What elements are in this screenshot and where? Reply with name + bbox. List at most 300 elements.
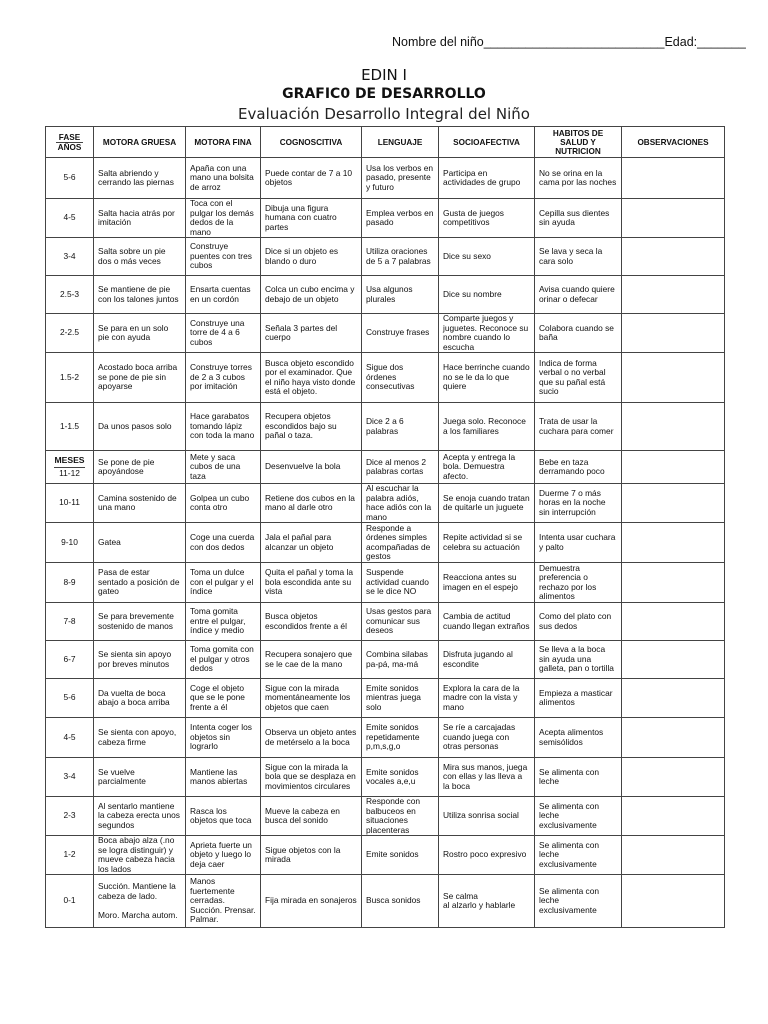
- cell-observaciones[interactable]: [622, 758, 725, 797]
- cognoscitiva-text: Sigue objetos con la mirada: [265, 844, 341, 864]
- cell-socioafectiva: [439, 451, 535, 484]
- habitos-text: Intenta usar cuchara y palto: [539, 532, 616, 552]
- age-range: 5-6: [63, 692, 76, 703]
- cell-observaciones[interactable]: [622, 353, 725, 403]
- motora-gruesa-text: Camina sostenido de una mano: [98, 492, 177, 512]
- motora-fina-text: Intenta coger los objetos sin lograrlo: [190, 722, 252, 752]
- age-cell: [46, 797, 94, 836]
- cell-lenguaje: [362, 314, 439, 353]
- age-cell: [46, 353, 94, 403]
- cell-lenguaje: [362, 276, 439, 314]
- age-cell: [46, 199, 94, 238]
- cell-habitos: [535, 679, 622, 718]
- habitos-text: Bebe en taza derramando poco: [539, 456, 605, 476]
- cell-observaciones[interactable]: [622, 603, 725, 641]
- cell-lenguaje: [362, 875, 439, 928]
- cell-lenguaje: [362, 523, 439, 563]
- cell-motora-fina: [186, 679, 261, 718]
- cognoscitiva-text: Dice si un objeto es blando o duro: [265, 246, 339, 266]
- cell-habitos: [535, 641, 622, 679]
- table-row: [46, 641, 725, 679]
- motora-gruesa-text: Se sienta con apoyo, cabeza firme: [98, 727, 177, 747]
- age-cell: [46, 603, 94, 641]
- cell-motora-fina: [186, 158, 261, 199]
- motora-gruesa-text: Acostado boca arriba se pone de pie sin apoyarse: [98, 362, 178, 392]
- table-row: [46, 276, 725, 314]
- cell-motora-fina: [186, 199, 261, 238]
- cell-observaciones[interactable]: [622, 238, 725, 276]
- cell-habitos: [535, 353, 622, 403]
- habitos-text: Duerme 7 o más horas en la noche sin interrupción: [539, 487, 606, 517]
- cell-socioafectiva: [439, 679, 535, 718]
- cell-observaciones[interactable]: [622, 276, 725, 314]
- cell-socioafectiva: [439, 603, 535, 641]
- motora-gruesa-text: Se para brevemente sostenido de manos: [98, 611, 174, 631]
- habitos-text: Se lava y seca la cara solo: [539, 246, 603, 266]
- cell-cognoscitiva: [261, 797, 362, 836]
- cell-lenguaje: [362, 563, 439, 603]
- table-row: [46, 718, 725, 758]
- cell-lenguaje: [362, 353, 439, 403]
- name-label: Nombre del niño: [392, 35, 484, 49]
- cognoscitiva-text: Jala el pañal para alcanzar un objeto: [265, 532, 334, 552]
- meses-label: MESES: [54, 455, 85, 465]
- header-row: [46, 127, 725, 158]
- age-range: 2.5-3: [59, 288, 80, 299]
- lenguaje-text: Emite sonidos: [366, 849, 419, 860]
- cell-socioafectiva: [439, 314, 535, 353]
- socioafectiva-text: Explora la cara de la madre con la vista y mano: [443, 682, 520, 712]
- col-observaciones: OBSERVACIONES: [622, 127, 725, 158]
- cognoscitiva-text: Desenvuelve la bola: [265, 461, 341, 472]
- table-row: [46, 451, 725, 484]
- cognoscitiva-text: Sigue con la mirada la bola que se desplaza en movimientos circulares: [265, 761, 356, 791]
- cognoscitiva-text: Observa un objeto antes de metérselo a la boca: [265, 727, 357, 747]
- cell-observaciones[interactable]: [622, 563, 725, 603]
- cognoscitiva-text: Puede contar de 7 a 10 objetos: [265, 167, 353, 187]
- cell-observaciones[interactable]: [622, 523, 725, 563]
- motora-gruesa-text: Da vuelta de boca abajo a boca arriba: [98, 687, 170, 707]
- col-socioafectiva: SOCIOAFECTIVA: [439, 127, 535, 158]
- cell-motora-fina: [186, 276, 261, 314]
- motora-gruesa-text: Succión. Mantiene la cabeza de lado. Moro. Marcha autom.: [98, 881, 178, 920]
- age-range: 3-4: [63, 250, 76, 261]
- cell-socioafectiva: [439, 158, 535, 199]
- cell-socioafectiva: [439, 758, 535, 797]
- age-range: 8-9: [63, 576, 76, 587]
- doc-subtitle: GRAFIC0 DE DESARROLLO: [282, 86, 486, 102]
- lenguaje-text: Emplea verbos en pasado: [366, 207, 434, 227]
- cognoscitiva-text: Señala 3 partes del cuerpo: [265, 322, 338, 342]
- habitos-text: Trata de usar la cuchara para comer: [539, 416, 614, 436]
- age-range: 5-6: [63, 172, 76, 183]
- age-range: 11-12: [54, 467, 85, 479]
- cell-cognoscitiva: [261, 276, 362, 314]
- cell-lenguaje: [362, 758, 439, 797]
- age-cell: [46, 403, 94, 451]
- cell-habitos: [535, 718, 622, 758]
- name-age-line: [392, 35, 746, 49]
- age-cell: [46, 238, 94, 276]
- socioafectiva-text: Disfruta jugando al escondite: [443, 649, 513, 669]
- cell-habitos: [535, 199, 622, 238]
- cognoscitiva-text: Recupera sonajero que se le cae de la mano: [265, 649, 353, 669]
- lenguaje-text: Sigue dos órdenes consecutivas: [366, 362, 415, 392]
- age-range: 6-7: [63, 653, 76, 664]
- cell-cognoscitiva: [261, 484, 362, 523]
- cell-motora-fina: [186, 353, 261, 403]
- motora-fina-text: Golpea un cubo conta otro: [190, 492, 250, 512]
- age-cell: [46, 158, 94, 199]
- cell-habitos: [535, 484, 622, 523]
- cell-motora-gruesa: [94, 563, 186, 603]
- cell-motora-gruesa: [94, 199, 186, 238]
- motora-gruesa-text: Pasa de estar sentado a posición de gateo: [98, 567, 180, 597]
- cell-motora-gruesa: [94, 276, 186, 314]
- lenguaje-text: Emite sonidos repetidamente p,m,s,g,o: [366, 722, 420, 752]
- socioafectiva-text: Se enoja cuando tratan de quitarle un juguete: [443, 492, 530, 512]
- col-lenguaje: LENGUAJE: [362, 127, 439, 158]
- name-field[interactable]: __________________________: [483, 35, 665, 49]
- age-range: 10-11: [59, 497, 80, 508]
- cell-socioafectiva: [439, 276, 535, 314]
- age-cell: [46, 484, 94, 523]
- table-row: [46, 563, 725, 603]
- lenguaje-text: Emite sonidos mientras juega solo: [366, 682, 421, 712]
- title-block: [0, 66, 768, 124]
- table-row: [46, 797, 725, 836]
- cell-cognoscitiva: [261, 603, 362, 641]
- cell-observaciones[interactable]: [622, 641, 725, 679]
- cell-habitos: [535, 523, 622, 563]
- cell-habitos: [535, 563, 622, 603]
- cell-socioafectiva: [439, 199, 535, 238]
- lenguaje-text: Dice al menos 2 palabras cortas: [366, 456, 427, 476]
- habitos-text: Como del plato con sus dedos: [539, 611, 612, 631]
- cell-habitos: [535, 158, 622, 199]
- cell-lenguaje: [362, 679, 439, 718]
- motora-gruesa-text: Se sienta sin apoyo por breves minutos: [98, 649, 172, 669]
- lenguaje-text: Combina silabas pa-pá, ma-má: [366, 649, 428, 669]
- age-range: 1.5-2: [59, 371, 80, 382]
- cell-motora-gruesa: [94, 353, 186, 403]
- motora-gruesa-text: Salta abriendo y cerrando las piernas: [98, 167, 174, 187]
- cell-observaciones[interactable]: [622, 718, 725, 758]
- motora-fina-text: Apaña con una mano una bolsita de arroz: [190, 162, 254, 192]
- cell-socioafectiva: [439, 523, 535, 563]
- cell-observaciones[interactable]: [622, 484, 725, 523]
- socioafectiva-text: Se ríe a carcajadas cuando juega con otras personas: [443, 722, 516, 752]
- habitos-text: Se alimenta con leche: [539, 766, 600, 786]
- motora-gruesa-text: Da unos pasos solo: [98, 420, 172, 431]
- cell-lenguaje: [362, 603, 439, 641]
- age-range: 1-2: [63, 849, 76, 860]
- lenguaje-text: Emite sonidos vocales a,e,u: [366, 766, 419, 786]
- age-range: 2-3: [63, 810, 76, 821]
- col-habitos: HABITOS DE SALUD Y NUTRICION: [535, 127, 622, 158]
- age-cell: [46, 451, 94, 484]
- motora-gruesa-text: Se para en un solo pie con ayuda: [98, 322, 169, 342]
- motora-fina-text: Construye puentes con tres cubos: [190, 241, 252, 271]
- col-cognoscitiva: COGNOSCITIVA: [261, 127, 362, 158]
- age-cell: [46, 523, 94, 563]
- cell-lenguaje: [362, 797, 439, 836]
- cell-motora-gruesa: [94, 797, 186, 836]
- cell-socioafectiva: [439, 353, 535, 403]
- cell-cognoscitiva: [261, 523, 362, 563]
- age-cell: [46, 276, 94, 314]
- habitos-text: Se alimenta con leche exclusivamente: [539, 800, 600, 830]
- habitos-text: Empieza a masticar alimentos: [539, 687, 613, 707]
- habitos-text: No se orina en la cama por las noches: [539, 167, 617, 187]
- motora-fina-text: Toca con el pulgar los demás dedos de la mano: [190, 198, 254, 237]
- lenguaje-text: Suspende actividad cuando se le dice NO: [366, 567, 429, 597]
- age-cell: [46, 563, 94, 603]
- table-row: [46, 875, 725, 928]
- age-range: 9-10: [61, 536, 78, 547]
- motora-fina-text: Hace garabatos tomando lápiz con toda la mano: [190, 411, 255, 441]
- motora-fina-text: Construye una torre de 4 a 6 cubos: [190, 317, 245, 347]
- age-cell: [46, 718, 94, 758]
- lenguaje-text: Responde con balbuceos en situaciones placenteras: [366, 796, 421, 835]
- cell-observaciones[interactable]: [622, 679, 725, 718]
- motora-fina-text: Ensarta cuentas en un cordón: [190, 284, 251, 304]
- cell-motora-fina: [186, 484, 261, 523]
- age-range: 2-2.5: [59, 327, 80, 338]
- cell-lenguaje: [362, 836, 439, 875]
- cell-motora-gruesa: [94, 641, 186, 679]
- cell-motora-gruesa: [94, 679, 186, 718]
- cognoscitiva-text: Recupera objetos escondidos bajo su pañal o taza.: [265, 411, 337, 441]
- development-table: [45, 126, 725, 928]
- cell-motora-fina: [186, 314, 261, 353]
- cell-motora-gruesa: [94, 836, 186, 875]
- cell-cognoscitiva: [261, 451, 362, 484]
- age-label: Edad:: [664, 35, 698, 49]
- table-row: [46, 353, 725, 403]
- lenguaje-text: Usas gestos para comunicar sus deseos: [366, 606, 432, 636]
- cognoscitiva-text: Mueve la cabeza en busca del sonido: [265, 805, 340, 825]
- cell-observaciones[interactable]: [622, 836, 725, 875]
- cognoscitiva-text: Busca objetos escondidos frente a él: [265, 611, 347, 631]
- doc-description: Evaluación Desarrollo Integral del Niño: [238, 105, 530, 123]
- lenguaje-text: Dice 2 a 6 palabras: [366, 416, 404, 436]
- cell-observaciones[interactable]: [622, 403, 725, 451]
- socioafectiva-text: Participa en actividades de grupo: [443, 167, 521, 187]
- motora-fina-text: Toma gomita con el pulgar y otros dedos: [190, 644, 254, 674]
- cell-motora-gruesa: [94, 403, 186, 451]
- socioafectiva-text: Se calma al alzarlo y hablarle: [443, 890, 516, 910]
- motora-fina-text: Rasca los objetos que toca: [190, 805, 252, 825]
- cell-habitos: [535, 875, 622, 928]
- cell-socioafectiva: [439, 403, 535, 451]
- socioafectiva-text: Comparte juegos y juguetes. Reconoce su nombre cuando lo escucha: [443, 313, 529, 352]
- age-range: 4-5: [63, 212, 76, 223]
- cell-cognoscitiva: [261, 563, 362, 603]
- cell-habitos: [535, 276, 622, 314]
- motora-gruesa-text: Se vuelve parcialmente: [98, 766, 146, 786]
- motora-gruesa-text: Salta hacia atrás por imitación: [98, 207, 175, 227]
- cell-habitos: [535, 314, 622, 353]
- cell-cognoscitiva: [261, 758, 362, 797]
- socioafectiva-text: Dice su nombre: [443, 288, 502, 299]
- cell-cognoscitiva: [261, 641, 362, 679]
- cell-lenguaje: [362, 718, 439, 758]
- motora-fina-text: Coge el objeto que se le pone frente a él: [190, 682, 245, 712]
- cell-socioafectiva: [439, 238, 535, 276]
- cell-motora-gruesa: [94, 238, 186, 276]
- cell-cognoscitiva: [261, 353, 362, 403]
- table-row: [46, 314, 725, 353]
- cell-motora-fina: [186, 523, 261, 563]
- cognoscitiva-text: Quita el pañal y toma la bola escondida ante su vista: [265, 567, 353, 597]
- cell-cognoscitiva: [261, 403, 362, 451]
- motora-gruesa-text: Gatea: [98, 536, 121, 547]
- age-cell: [46, 875, 94, 928]
- socioafectiva-text: Hace berrinche cuando no se le da lo que quiere: [443, 362, 530, 392]
- col-motora-fina: MOTORA FINA: [186, 127, 261, 158]
- motora-gruesa-text: Se pone de pie apoyándose: [98, 456, 155, 476]
- cell-socioafectiva: [439, 641, 535, 679]
- lenguaje-text: Utiliza oraciones de 5 a 7 palabras: [366, 246, 431, 266]
- cell-observaciones[interactable]: [622, 314, 725, 353]
- motora-gruesa-text: Salta sobre un pie dos o más veces: [98, 246, 166, 266]
- socioafectiva-text: Cambia de actitud cuando llegan extraños: [443, 611, 530, 631]
- cell-cognoscitiva: [261, 199, 362, 238]
- cell-motora-fina: [186, 451, 261, 484]
- habitos-text: Indica de forma verbal o no verbal que su pañal está sucio: [539, 357, 606, 396]
- table-row: [46, 238, 725, 276]
- habitos-text: Avisa cuando quiere orinar o defecar: [539, 284, 615, 304]
- lenguaje-text: Busca sonidos: [366, 895, 421, 906]
- age-cell: [46, 758, 94, 797]
- cell-motora-fina: [186, 238, 261, 276]
- cell-lenguaje: [362, 403, 439, 451]
- cell-lenguaje: [362, 451, 439, 484]
- motora-fina-text: Toma un dulce con el pulgar y el índice: [190, 567, 254, 597]
- socioafectiva-text: Repite actividad si se celebra su actuación: [443, 532, 523, 552]
- cell-observaciones[interactable]: [622, 199, 725, 238]
- cell-motora-fina: [186, 797, 261, 836]
- table-row: [46, 199, 725, 238]
- table-row: [46, 679, 725, 718]
- habitos-text: Cepilla sus dientes sin ayuda: [539, 207, 610, 227]
- age-range: 3-4: [63, 771, 76, 782]
- socioafectiva-text: Rostro poco expresivo: [443, 849, 527, 860]
- cell-motora-gruesa: [94, 451, 186, 484]
- cell-cognoscitiva: [261, 875, 362, 928]
- habitos-text: Acepta alimentos semisólidos: [539, 727, 604, 747]
- socioafectiva-text: Juega solo. Reconoce a los familiares: [443, 416, 526, 436]
- cell-motora-fina: [186, 836, 261, 875]
- cognoscitiva-text: Fija mirada en sonajeros: [265, 895, 357, 906]
- table-row: [46, 158, 725, 199]
- cell-observaciones[interactable]: [622, 875, 725, 928]
- socioafectiva-text: Reacciona antes su imagen en el espejo: [443, 572, 518, 592]
- lenguaje-text: Usa algunos plurales: [366, 284, 413, 304]
- cell-motora-gruesa: [94, 758, 186, 797]
- socioafectiva-text: Utiliza sonrisa social: [443, 810, 519, 821]
- cognoscitiva-text: Retiene dos cubos en la mano al darle otro: [265, 492, 355, 512]
- age-range: 1-1.5: [59, 420, 80, 431]
- cell-motora-gruesa: [94, 718, 186, 758]
- cell-cognoscitiva: [261, 158, 362, 199]
- age-cell: [46, 679, 94, 718]
- lenguaje-text: Al escuchar la palabra adiós, hace adiós con la mano: [366, 483, 432, 522]
- habitos-text: Se lleva a la boca sin ayuda una galleta, pan o tortilla: [539, 644, 614, 674]
- age-cell: [46, 836, 94, 875]
- cell-habitos: [535, 797, 622, 836]
- cell-motora-gruesa: [94, 158, 186, 199]
- lenguaje-text: Construye frases: [366, 327, 430, 338]
- col-fase-anos: [46, 127, 94, 158]
- cognoscitiva-text: Colca un cubo encima y debajo de un objeto: [265, 284, 355, 304]
- fase-label: FASE: [56, 133, 83, 143]
- cell-socioafectiva: [439, 484, 535, 523]
- table-row: [46, 484, 725, 523]
- cell-motora-fina: [186, 563, 261, 603]
- cell-socioafectiva: [439, 797, 535, 836]
- socioafectiva-text: Mira sus manos, juega con ellas y las lleva a la boca: [443, 761, 528, 791]
- cell-cognoscitiva: [261, 718, 362, 758]
- age-field[interactable]: _______: [697, 35, 746, 49]
- motora-gruesa-text: Al sentarlo mantiene la cabeza erecta unos segundos: [98, 800, 180, 830]
- motora-fina-text: Toma gomita entre el pulgar, índice y medio: [190, 606, 246, 636]
- habitos-text: Demuestra preferencia o rechazo por los alimentos: [539, 562, 597, 601]
- cell-motora-fina: [186, 603, 261, 641]
- cognoscitiva-text: Dibuja una figura humana con cuatro partes: [265, 202, 337, 232]
- cell-socioafectiva: [439, 563, 535, 603]
- lenguaje-text: Responde a órdenes simples acompañadas de gestos: [366, 522, 431, 561]
- anos-label: AÑOS: [57, 142, 82, 152]
- age-cell: [46, 641, 94, 679]
- cell-habitos: [535, 238, 622, 276]
- age-range: 0-1: [63, 895, 76, 906]
- cell-socioafectiva: [439, 836, 535, 875]
- cell-habitos: [535, 403, 622, 451]
- cell-cognoscitiva: [261, 314, 362, 353]
- cell-motora-gruesa: [94, 875, 186, 928]
- cell-observaciones[interactable]: [622, 158, 725, 199]
- cell-lenguaje: [362, 199, 439, 238]
- cell-motora-fina: [186, 758, 261, 797]
- motora-fina-text: Mantiene las manos abiertas: [190, 766, 248, 786]
- habitos-text: Colabora cuando se baña: [539, 322, 614, 342]
- socioafectiva-text: Acepta y entrega la bola. Demuestra afecto.: [443, 451, 516, 481]
- doc-title: EDIN I: [361, 66, 407, 84]
- habitos-text: Se alimenta con leche exclusivamente: [539, 885, 600, 915]
- cell-observaciones[interactable]: [622, 797, 725, 836]
- habitos-text: Se alimenta con leche exclusivamente: [539, 839, 600, 869]
- cell-motora-fina: [186, 403, 261, 451]
- cell-lenguaje: [362, 238, 439, 276]
- cell-observaciones[interactable]: [622, 451, 725, 484]
- cell-motora-gruesa: [94, 314, 186, 353]
- cell-lenguaje: [362, 484, 439, 523]
- motora-fina-text: Coge una cuerda con dos dedos: [190, 532, 255, 552]
- cell-motora-fina: [186, 641, 261, 679]
- cell-motora-gruesa: [94, 484, 186, 523]
- lenguaje-text: Usa los verbos en pasado, presente y futuro: [366, 162, 434, 192]
- cell-motora-gruesa: [94, 523, 186, 563]
- cell-motora-fina: [186, 875, 261, 928]
- table-row: [46, 603, 725, 641]
- cell-motora-fina: [186, 718, 261, 758]
- cell-habitos: [535, 836, 622, 875]
- cell-cognoscitiva: [261, 679, 362, 718]
- cell-socioafectiva: [439, 718, 535, 758]
- age-range: 7-8: [63, 615, 76, 626]
